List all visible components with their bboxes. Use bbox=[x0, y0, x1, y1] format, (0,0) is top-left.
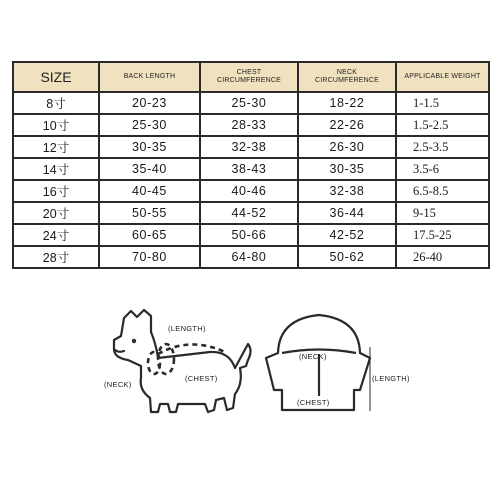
table-row bbox=[13, 114, 489, 136]
cell-back-length: 70-80 bbox=[99, 246, 200, 268]
header-row bbox=[13, 62, 489, 92]
cell-chest: 32-38 bbox=[200, 136, 298, 158]
header-neck bbox=[298, 62, 396, 92]
cell-chest: 40-46 bbox=[200, 180, 298, 202]
header-back-length: BACK LENGTH bbox=[99, 62, 200, 92]
cell-chest: 38-43 bbox=[200, 158, 298, 180]
cell-weight: 1.5-2.5 bbox=[396, 114, 489, 136]
cell-size: 16寸 bbox=[13, 180, 99, 202]
table-row bbox=[13, 224, 489, 246]
cell-back-length: 40-45 bbox=[99, 180, 200, 202]
cell-size: 20寸 bbox=[13, 202, 99, 224]
cell-chest: 25-30 bbox=[200, 92, 298, 114]
cell-neck: 42-52 bbox=[298, 224, 396, 246]
table-row bbox=[13, 202, 489, 224]
header-neck-line2: CIRCUMFERENCE bbox=[314, 77, 380, 84]
header-chest bbox=[200, 62, 298, 92]
garment-chest-label: (CHEST) bbox=[297, 398, 330, 407]
cell-neck: 26-30 bbox=[298, 136, 396, 158]
cell-back-length: 50-55 bbox=[99, 202, 200, 224]
cell-weight: 9-15 bbox=[396, 202, 489, 224]
cell-weight: 26-40 bbox=[396, 246, 489, 268]
dog-neck-label: (NECK) bbox=[104, 380, 132, 389]
table-row bbox=[13, 158, 489, 180]
cell-neck: 30-35 bbox=[298, 158, 396, 180]
dog-chest-label: (CHEST) bbox=[185, 374, 218, 383]
cell-size: 14寸 bbox=[13, 158, 99, 180]
cell-back-length: 60-65 bbox=[99, 224, 200, 246]
garment-neck-label: (NECK) bbox=[299, 352, 327, 361]
cell-size: 28寸 bbox=[13, 246, 99, 268]
cell-weight: 3.5-6 bbox=[396, 158, 489, 180]
cell-size: 10寸 bbox=[13, 114, 99, 136]
cell-chest: 28-33 bbox=[200, 114, 298, 136]
cell-weight: 2.5-3.5 bbox=[396, 136, 489, 158]
header-neck-line1: NECK bbox=[336, 69, 358, 76]
header-weight: APPLICABLE WEIGHT bbox=[396, 62, 489, 92]
measurement-diagram bbox=[0, 300, 500, 440]
cell-neck: 32-38 bbox=[298, 180, 396, 202]
header-size: SIZE bbox=[13, 62, 99, 92]
header-chest-line2: CIRCUMFERENCE bbox=[216, 77, 282, 84]
size-chart-table bbox=[12, 61, 490, 269]
cell-size: 8寸 bbox=[13, 92, 99, 114]
cell-back-length: 30-35 bbox=[99, 136, 200, 158]
cell-back-length: 20-23 bbox=[99, 92, 200, 114]
cell-size: 12寸 bbox=[13, 136, 99, 158]
cell-weight: 1-1.5 bbox=[396, 92, 489, 114]
cell-neck: 18-22 bbox=[298, 92, 396, 114]
cell-chest: 64-80 bbox=[200, 246, 298, 268]
cell-size: 24寸 bbox=[13, 224, 99, 246]
cell-weight: 6.5-8.5 bbox=[396, 180, 489, 202]
cell-weight: 17.5-25 bbox=[396, 224, 489, 246]
cell-chest: 50-66 bbox=[200, 224, 298, 246]
table-row bbox=[13, 92, 489, 114]
dog-length-label: (LENGTH) bbox=[168, 324, 206, 333]
garment-outline bbox=[266, 315, 370, 410]
cell-chest: 44-52 bbox=[200, 202, 298, 224]
cell-neck: 50-62 bbox=[298, 246, 396, 268]
header-chest-line1: CHEST bbox=[236, 69, 262, 76]
garment-length-label: (LENGTH) bbox=[372, 374, 410, 383]
table-row bbox=[13, 246, 489, 268]
dog-measure-lines bbox=[148, 344, 225, 374]
cell-back-length: 35-40 bbox=[99, 158, 200, 180]
table-row bbox=[13, 180, 489, 202]
cell-neck: 22-26 bbox=[298, 114, 396, 136]
table-row bbox=[13, 136, 489, 158]
cell-back-length: 25-30 bbox=[99, 114, 200, 136]
cell-neck: 36-44 bbox=[298, 202, 396, 224]
